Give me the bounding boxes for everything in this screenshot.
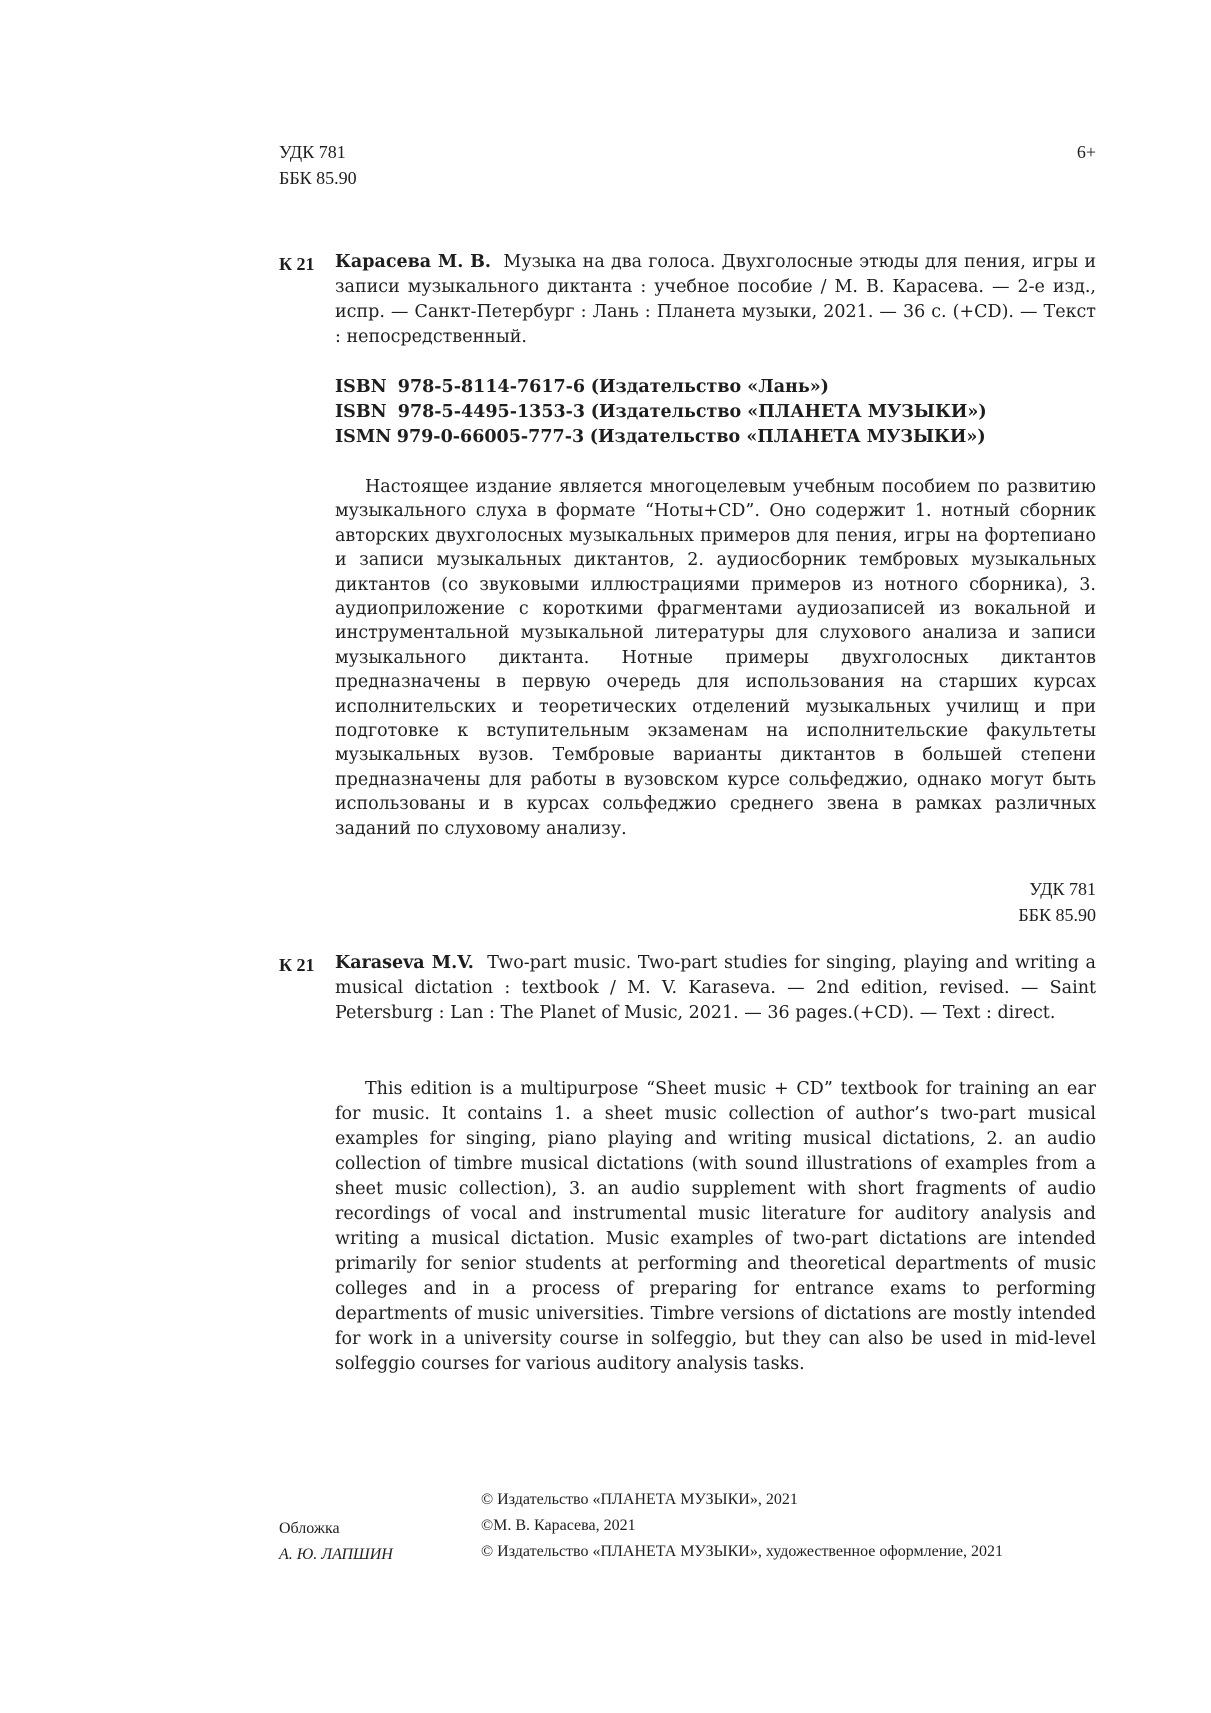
- en-citation: [335, 951, 1096, 1026]
- en-citation-text: Two-part music. Two-part studies for singing, playing and writing a musical dictation : textbook / M. V. Karaseva. — 2nd edition, revised. — Saint Petersburg : Lan : The Planet of Music, 2021. — 36 pages.(+CD). — Text : direct.: [335, 953, 1096, 1023]
- ru-citation: [335, 250, 1096, 350]
- header-udk: УДК 781: [279, 142, 346, 162]
- age-rating: 6+: [1076, 142, 1096, 162]
- copyright-line: ©М. В. Карасева, 2021: [481, 1517, 636, 1534]
- ru-entry-code: К 21: [279, 254, 315, 274]
- en-entry-code: К 21: [279, 955, 315, 975]
- ru-classification: [900, 876, 1096, 928]
- header-bbk: ББК 85.90: [279, 168, 357, 188]
- ru-bbk: ББК 85.90: [1018, 905, 1096, 925]
- en-annotation: This edition is a multipurpose “Sheet music + CD” textbook for training an ear for music. It contains 1. a sheet music collection of author’s two-part musical examples for singing, piano playing and writing musical dictations, 2. an audio collection of timbre musical dictations (with sound illustrations of examples from a sheet music collection), 3. an audio supplement with short fragments of audio recordings of vocal and instrumental music literature for auditory analysis and writing a musical dictation. Music examples of two-part dictations are intended primarily for senior students at performing and theoretical departments of music colleges and in a process of preparing for entrance exams to performing departments of music universities. Timbre versions of dictations are mostly intended for work in a university course in solfeggio, but they can also be used in mid-level solfeggio courses for various auditory analysis tasks.: [335, 1079, 1096, 1374]
- copyright-line: © Издательство «ПЛАНЕТА МУЗЫКИ», художественное оформление, 2021: [481, 1543, 1003, 1560]
- header-classification: [279, 139, 357, 191]
- copyright-line: © Издательство «ПЛАНЕТА МУЗЫКИ», 2021: [481, 1491, 798, 1508]
- cover-artist: А. Ю. ЛАПШИН: [279, 1546, 393, 1563]
- copyright-block: [481, 1487, 1003, 1565]
- ru-annotation: Настоящее издание является многоцелевым учебным пособием по развитию музыкального слуха в формате “Ноты+CD”. Оно содержит 1. нотный сборник авторских двухголосных музыкальных примеров для пения, игры на фортепиано и записи музыкальных диктантов, 2. аудиосборник тембровых музыкальных диктантов (со звуковыми иллюстрациями примеров из нотного сборника), 3. аудиоприложение с короткими фрагментами аудиозаписей из вокальной и инструментальной музыкальной литературы для слухового анализа и записи музыкального диктанта. Нотные примеры двухголосных диктантов предназначены в первую очередь для использования на старших курсах исполнительских и теоретических отделений музыкальных училищ и при подготовке к вступительным экзаменам на исполнительские факультеты музыкальных вузов. Тембровые варианты диктантов в большей степени предназначены для работы в вузовском курсе сольфеджио, однако могут быть использованы и в курсах сольфеджио среднего звена в рамках различных заданий по слуховому анализу.: [335, 477, 1096, 839]
- isbn-row: ISMN 979-0-66005-777-3 (Издательство «ПЛАНЕТА МУЗЫКИ»): [335, 427, 986, 447]
- isbn-row: ISBN 978-5-8114-7617-6 (Издательство «Лань»): [335, 377, 829, 397]
- ru-udk: УДК 781: [1029, 879, 1096, 899]
- isbn-row: ISBN 978-5-4495-1353-3 (Издательство «ПЛАНЕТА МУЗЫКИ»): [335, 402, 987, 422]
- cover-credit: [279, 1516, 393, 1568]
- en-author: Karaseva M.V.: [335, 953, 474, 973]
- ru-author: Карасева М. В.: [335, 252, 491, 272]
- cover-label: Обложка: [279, 1520, 340, 1537]
- isbn-block: [335, 375, 1096, 450]
- ru-citation-text: Музыка на два голоса. Двухголосные этюды для пения, игры и записи музыкального диктанта : учебное пособие / М. В. Карасева. — 2-е изд., испр. — Санкт-Петербург : Лань : Планета музыки, 2021. — 36 с. (+CD). — Текст : непосредственный.: [335, 252, 1096, 347]
